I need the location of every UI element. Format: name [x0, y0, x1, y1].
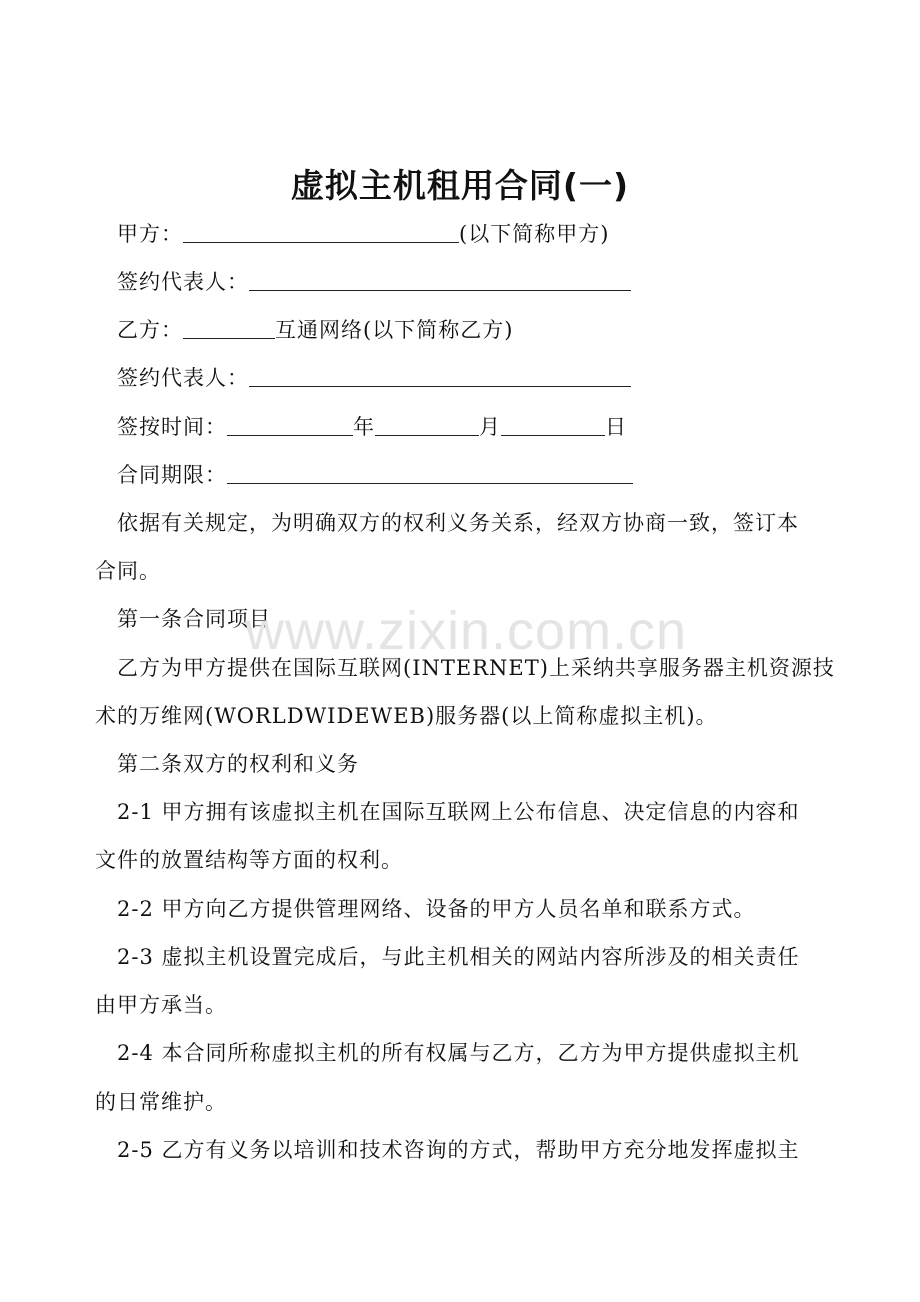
day-label: 日: [605, 415, 627, 439]
clause-2-3-line-1: 2-3 虚拟主机设置完成后，与此主机相关的网站内容所涉及的相关责任: [117, 945, 800, 969]
party-b-blank[interactable]: [183, 316, 275, 339]
day-blank[interactable]: [501, 413, 605, 436]
clause-2-2-line-1: 2-2 甲方向乙方提供管理网络、设备的甲方人员名单和联系方式。: [117, 897, 756, 921]
clause-2-4-line-1: 2-4 本合同所称虚拟主机的所有权属与乙方，乙方为甲方提供虚拟主机: [117, 1041, 800, 1065]
term-label: 合同期限：: [117, 463, 227, 487]
rep-a-label: 签约代表人：: [117, 270, 249, 294]
rep-b-line: [117, 362, 857, 394]
party-a-line: [117, 218, 857, 250]
month-label: 月: [479, 415, 501, 439]
article1-heading: 第一条合同项目: [117, 607, 271, 631]
rep-b-blank[interactable]: [249, 364, 631, 387]
party-b-suffix: 互通网络(以下简称乙方): [275, 318, 514, 342]
article2-heading: 第二条双方的权利和义务: [117, 752, 359, 776]
term-blank[interactable]: [227, 461, 633, 484]
party-a-blank[interactable]: [183, 220, 459, 243]
article1-line-2: 术的万维网(WORLDWIDEWEB)服务器(以上简称虚拟主机)。: [95, 704, 718, 728]
clause-2-1-line-1: 2-1 甲方拥有该虚拟主机在国际互联网上公布信息、决定信息的内容和: [117, 800, 800, 824]
clause-2-4-line-2: 的日常维护。: [95, 1090, 227, 1114]
clause-2-5-line-1: 2-5 乙方有义务以培训和技术咨询的方式，帮助甲方充分地发挥虚拟主: [117, 1138, 800, 1162]
party-a-label: 甲方：: [117, 222, 183, 246]
year-label: 年: [353, 415, 375, 439]
clause-2-1-line-2: 文件的放置结构等方面的权利。: [95, 848, 403, 872]
year-blank[interactable]: [227, 413, 353, 436]
party-a-suffix: (以下简称甲方): [459, 222, 610, 246]
term-line: [117, 459, 857, 491]
intro-line-2: 合同。: [95, 559, 161, 583]
month-blank[interactable]: [375, 413, 479, 436]
rep-a-line: [117, 266, 857, 298]
party-b-label: 乙方：: [117, 318, 183, 342]
document-title: 虚拟主机租用合同(一): [290, 166, 630, 205]
date-label: 签按时间：: [117, 415, 227, 439]
clause-2-3-line-2: 由甲方承当。: [95, 993, 227, 1017]
article1-line-1: 乙方为甲方提供在国际互联网(INTERNET)上采纳共享服务器主机资源技: [117, 656, 835, 680]
watermark: www.zixin.com.cn: [245, 601, 688, 661]
date-line: [117, 411, 857, 443]
intro-line-1: 依据有关规定，为明确双方的权利义务关系，经双方协商一致，签订本: [117, 511, 799, 535]
party-b-line: [117, 314, 857, 346]
rep-b-label: 签约代表人：: [117, 366, 249, 390]
rep-a-blank[interactable]: [249, 268, 631, 291]
